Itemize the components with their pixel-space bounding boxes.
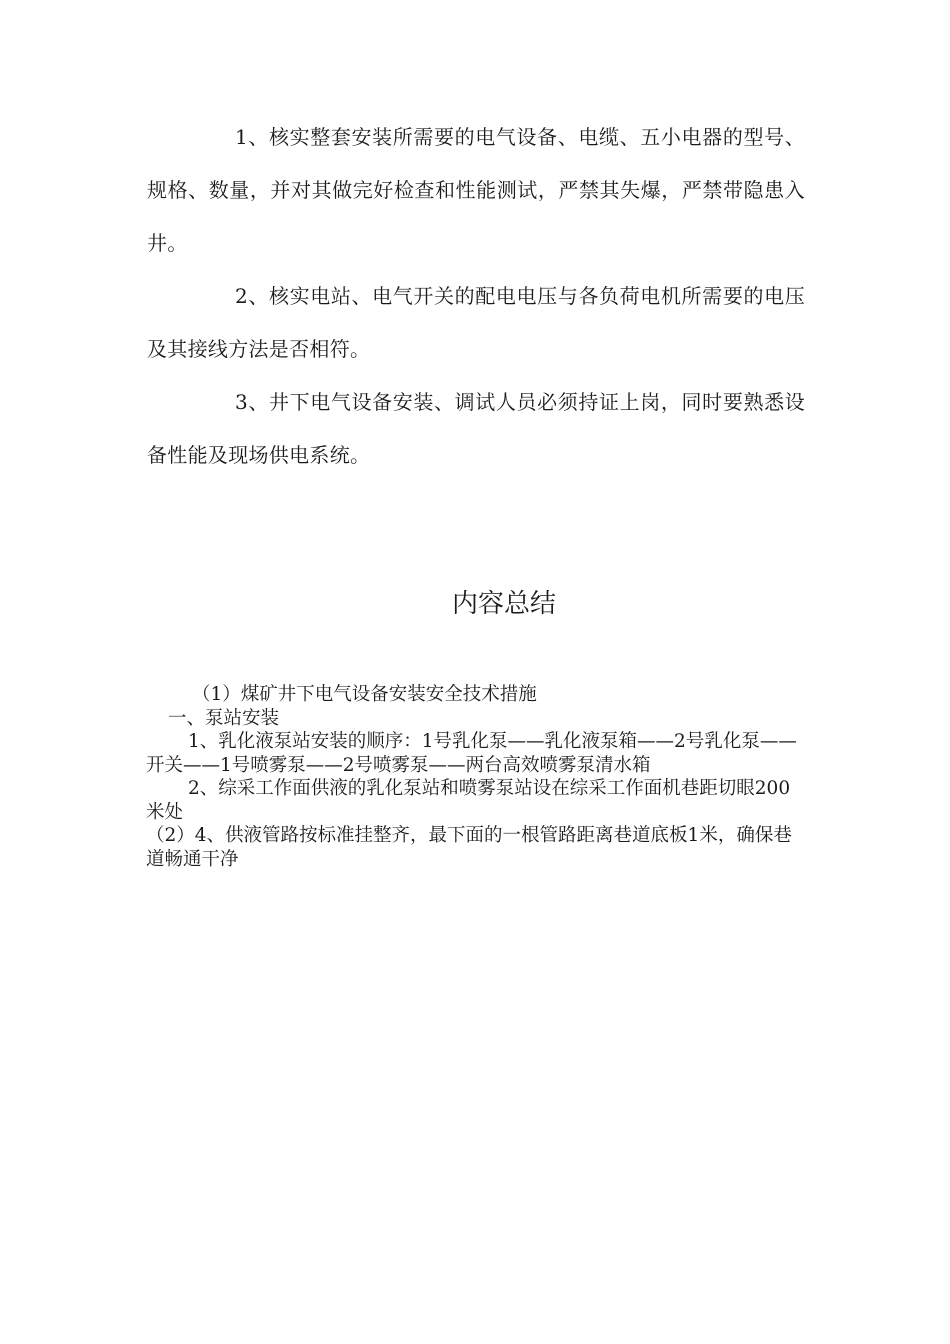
summary-line-1: （1）煤矿井下电气设备安装安全技术措施	[192, 684, 537, 705]
body-paragraph-1: 1、核实整套安装所需要的电气设备、电缆、五小电器的型号、规格、数量，并对其做完好检查和性能测试，严禁其失爆，严禁带隐患入井。	[147, 125, 805, 255]
summary-title: 内容总结	[451, 589, 556, 619]
body-section	[147, 111, 805, 482]
summary-line-4: 2、综采工作面供液的乳化泵站和喷雾泵站设在综采工作面机巷距切眼200米处	[146, 778, 791, 823]
summary-line-3: 1、乳化液泵站安装的顺序：1号乳化泵——乳化液泵箱——2号乳化泵——开关——1号喷雾泵——2号喷雾泵——两台高效喷雾泵清水箱	[146, 731, 797, 776]
body-paragraph-3: 3、井下电气设备安装、调试人员必须持证上岗，同时要熟悉设备性能及现场供电系统。	[147, 390, 805, 467]
body-paragraph-2: 2、核实电站、电气开关的配电电压与各负荷电机所需要的电压及其接线方法是否相符。	[147, 284, 805, 361]
summary-line-5: （2）4、供液管路按标准挂整齐，最下面的一根管路距离巷道底板1米，确保巷道畅通干净	[146, 825, 792, 870]
summary-line-2: 一、泵站安装	[168, 707, 280, 729]
summary-section	[146, 683, 808, 871]
